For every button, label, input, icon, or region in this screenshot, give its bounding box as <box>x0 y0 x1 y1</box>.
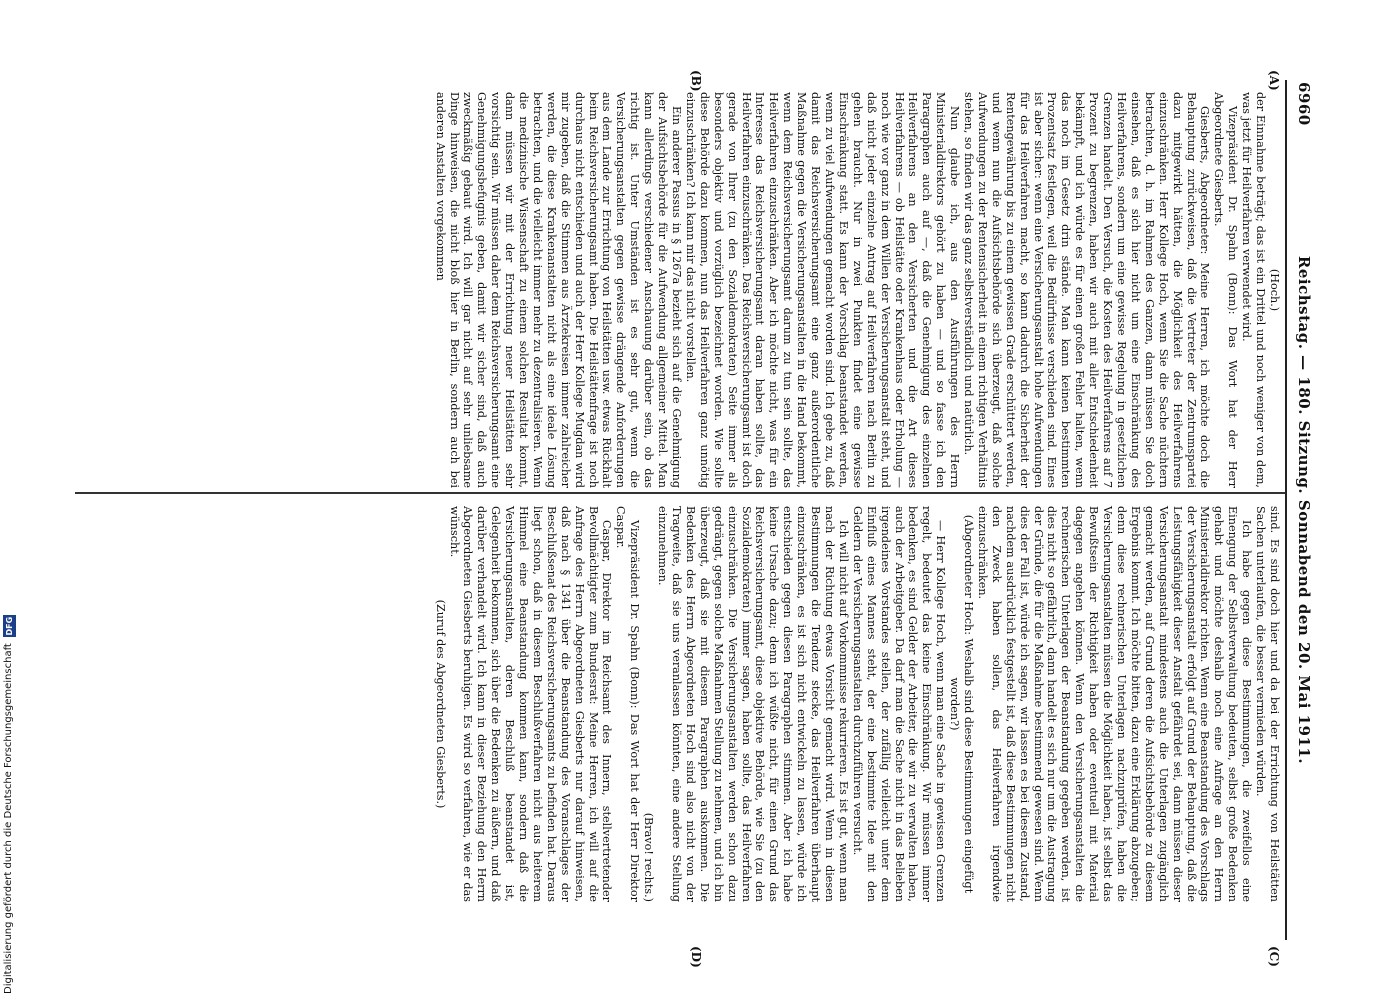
page-header <box>1289 82 1313 938</box>
paragraph: Vizepräsident Dr. Spahn (Bonn): Das Wort hat der Herr Abgeordnete Giesberts. <box>1212 92 1240 488</box>
dfg-logo: DFG <box>4 616 14 636</box>
margin-marker-c: (C) <box>1267 946 1281 967</box>
left-text-column <box>433 92 1281 488</box>
paragraph: Ich habe gegen diese Bestimmungen, die zweifellos eine Einengung der Selbstverwaltung bedeuten, selbst große Bedenken gehabt und möchte deshalb noch eine Anfrage an den Herrn Ministerialdirektor richten. Wenn eine Beanstandung des Vorschlags der Versicherungsanstalt erfolgt auf Grund der Behauptung, daß die Leistungsfähigkeit dieser Anstalt gefährdet sei, dann müssen dieser Versicherungsanstalt mindestens auch die Unterlagen zugänglich gemacht werden, auf Grund deren die Aufsichtsbehörde zu diesem Ergebnis kommt. Ich möchte bitten, dazu eine Erklärung abzugeben; denn diese rechnerischen Unterlagen nachzuprüfen, haben die Versicherungsanstalten müssen die Möglichkeit haben, ist selbst das Bewußtsein der Richtigkeit haben oder eventuell mit Material dagegen angehen können. Wenn den Versicherungsanstalten die rechnerischen Unterlagen der Beanstandung gegeben werden, ist dies nicht so gefährlich, dann handelt es sich nur um die Austragung der Gründe, die für die Maßnahme bestimmend gewesen sind. Wenn dies der Fall ist, würde ich sagen, wir lassen es bei diesem Zustand, nachdem ausdrücklich festgestellt ist, daß diese Bestimmungen nicht den Zweck haben sollen, das Heilverfahren irgendwie einzuschränken. <box>975 506 1254 902</box>
digitization-credit <box>0 0 18 1000</box>
paragraph: der Einnahme beträgt; das ist ein Drittel und noch weniger von dem, was jetzt für Heilverfahren verwendet wird. <box>1240 92 1268 488</box>
paragraph: sind. Es sind doch hier und da bei der Errichtung von Heilstätten Sachen unterlaufen, die besser vermieden würden. <box>1254 506 1281 902</box>
running-title: Reichstag. — 180. Sitzung. Sonnabend den 20. Mai 1911. <box>1295 255 1313 765</box>
margin-marker-d: (D) <box>689 946 703 968</box>
column-divider <box>75 492 1285 494</box>
right-text-column <box>433 506 1281 902</box>
paragraph: Nun glaube ich, aus den Ausführungen des Herrn Ministerialdirektors gehört zu haben — und so fasse ich den Paragraphen auch auf —, daß die Genehmigung des einzelnen Heilverfahrens an den Versicherten und die Art dieses Heilverfahrens — ob Heilstätte oder Krankenhaus oder Erholung — noch wie vor ganz in dem Willen der Versicherungsanstalt steht, und daß nicht jeder einzelne Antrag auf Heilverfahren nach Berlin zu gehen braucht. Nur in zwei Punkten findet eine gewisse Einschränkung statt. Es kann der Vorschlag beanstandet werden, wenn zu viel Aufwendungen gemacht worden sind. Ich gebe zu, daß damit das Reichsversicherungsamt eine ganz außerordentliche Maßnahme gegen die Versicherungsanstalten in die Hand bekommt, wenn dem Reichsversicherungsamt darum zu tun sein sollte, das Heilverfahren einzuschränken. Aber ich möchte nicht, was für ein Interesse das Reichsversicherungsamt daran haben sollte, das Heilverfahren einzuschränken. Das Reichsversicherungsamt ist doch gerade von Ihrer (zu den Sozialdemokraten) Seite immer als besonders objektiv und vorzüglich bezeichnet worden. Wie sollte diese Behörde dazu kommen, nun das Heilverfahren ganz unnötig einzuschränken? Ich kann mir das nicht vorstellen. <box>683 92 962 488</box>
paragraph: (Zuruf des Abgeordneten Giesberts.) <box>433 599 447 809</box>
paragraph: (Hoch.) <box>1268 268 1281 312</box>
header-rule <box>1285 80 1287 940</box>
paragraph: (Abgeordneter Hoch: Weshalb sind diese Bestimmungen eingefügt worden?) <box>948 514 976 894</box>
paragraph: (Bravo! rechts.) <box>642 812 656 902</box>
paragraph: — Herr Kollege Hoch, wenn man eine Sache in gewissen Grenzen regelt, bedeutet das keine Einschränkung. Wir müssen immer bedenken, es sind Gelder der Arbeiter, die wir zu verwalten haben, auch der Arbeitgeber. Da darf man die Sache nicht in das Belieben irgendeines Vorstandes stellen, der zufällig vielleicht unter dem Einfluß eines Mannes steht, der eine bestimmte Idee mit den Geldern der Versicherungsanstalten durchzuführen versucht. <box>850 506 948 902</box>
credit-text: Digitalisierung gefördert durch die Deutsche Forschungsgemeinschaft <box>3 643 14 994</box>
paragraph: Giesberts, Abgeordneter: Meine Herren, ich möchte doch die Behauptung zurückweisen, daß die Vertreter der Zentrumspartei dazu mitgewirkt hätten, die Möglichkeit des Heilverfahrens einzuschränken. Herr Kollege Hoch, wenn Sie die Sache nüchtern betrachten, d. h. im Rahmen des Ganzen, dann müssen Sie doch einsehen, daß es sich hier nicht um eine Einschränkung des Heilverfahrens, sondern um eine gewisse Regelung in gesetzlichen Grenzen handelt. Den Versuch, die Kosten des Heilverfahrens auf 7 Prozent zu begrenzen, haben wir auch mit aller Entschiedenheit bekämpft, und ich würde es für einen großen Fehler halten, wenn das noch im Gesetz drin stände. Man kann keinen bestimmten Prozentsatz festlegen, weil die Bedürfnisse verschieden sind. Eines ist aber sicher: wenn eine Versicherungsanstalt hohe Aufwendungen für das Heilverfahren macht, so kann dadurch die Sicherheit der Rentengewährung bis zu einem gewissen Grade erschüttert werden, und wenn nun die Aufsichtsbehörde sich überzeugt, daß solche Aufwendungen zu der Rentensicherheit in einem richtigen Verhältnis stehen, so finden wir das ganz selbstverständlich und natürlich. <box>962 92 1212 488</box>
paragraph: Ein anderer Passus in § 1267a bezieht sich auf die Genehmigung der Aufsichtsbehörde für die Aufwendung allgemeiner Mittel. Man kann allerdings verschiedener Anschauung darüber sein, ob das richtig ist. Unter Umständen ist es sehr gut, wenn die Versicherungsanstalten gegen gewisse drängende Anforderungen aus dem Lande zur Errichtung von Heilstätten usw. etwas Rückhalt beim Reichsversicherungsamt haben. Die Heilstättenfrage ist noch durchaus nicht entschieden und auch der Herr Kollege Mugdan wird mir zugeben, daß die Stimmen aus Ärztekreisen immer zahlreicher werden, die diese Krankenanstalten nicht als eine ideale Lösung betrachten, und die vielleicht immer mehr zu dezentralisieren. Wenn die medizinische Wissenschaft zu einem solchen Resultat kommt, dann müssen wir mit der Errichtung neuer Heilstätten sehr vorsichtig sein. Wir müssen daher dem Reichsversicherungsamt eine Genehmigungsbefugnis geben, damit wir sicher sind, daß auch zweckmäßig gebaut wird. Ich will gar nicht auf sehr unliebsame Dinge hinweisen, die nicht bloß hier in Berlin, sondern auch bei anderen Anstalten vorgekommen <box>433 92 684 488</box>
paragraph: Ich will nicht auf Vorkommnisse rekurrieren. Es ist gut, wenn man nach der Richtung etwas Vorsicht gemacht wird. Wenn in diesen Bestimmungen die Tendenz stecke, das Heilverfahren überhaupt einzuschränken, es ist sich nicht entwickeln zu lassen, würde ich entschieden gegen diesen Paragraphen stimmen. Aber ich habe keine Ursache dazu; denn ich wüßte nicht, für einen Grund das Reichsversicherungsamt, diese objektive Behörde, wie Sie (zu den Sozialdemokraten) immer sagen, haben sollte, das Heilverfahren einzuschränken. Die Versicherungsanstalten werden schon dazu gedrängt, gegen solche Maßnahmen Stellung zu nehmen, und ich bin überzeugt, daß sie mit diesem Paragraphen auskommen. Die Bedenken des Herrn Abgeordneten Hoch sind also nicht von der Tragweite, daß sie uns veranlassen könnten, eine andere Stellung einzunehmen. <box>656 506 850 902</box>
margin-marker-a: (A) <box>1267 70 1281 91</box>
paragraph: Vizepräsident Dr. Spahn (Bonn): Das Wort hat der Herr Direktor Caspar. <box>614 506 642 902</box>
paragraph: Caspar, Direktor im Reichsamt des Innern, stellvertretender Bevollmächtigter zum Bundesrat: Meine Herren, ich will auf die Anfrage des Herrn Abgeordneten Giesberts nur darauf hinweisen, daß nach § 1341 über die Beanstandung des Voranschlages der Beschlußsenat des Reichsversicherungsamts zu befinden hat. Daraus liegt schon, daß in diesem Beschlußverfahren nicht aus heiterem Himmel eine Beanstandung kommen kann, sondern daß die Versicherungsanstalten, deren Beschluß beanstandet ist, Gelegenheit bekommen, sich über die Bedenken zu äußern, und daß darüber verhandelt wird. Ich kann in dieser Beziehung den Herrn Abgeordneten Giesberts beruhigen. Es wird so verfahren, wie er das wünscht. <box>447 506 614 902</box>
margin-marker-b: (B) <box>689 70 703 92</box>
page-number: 6960 <box>1295 82 1313 126</box>
